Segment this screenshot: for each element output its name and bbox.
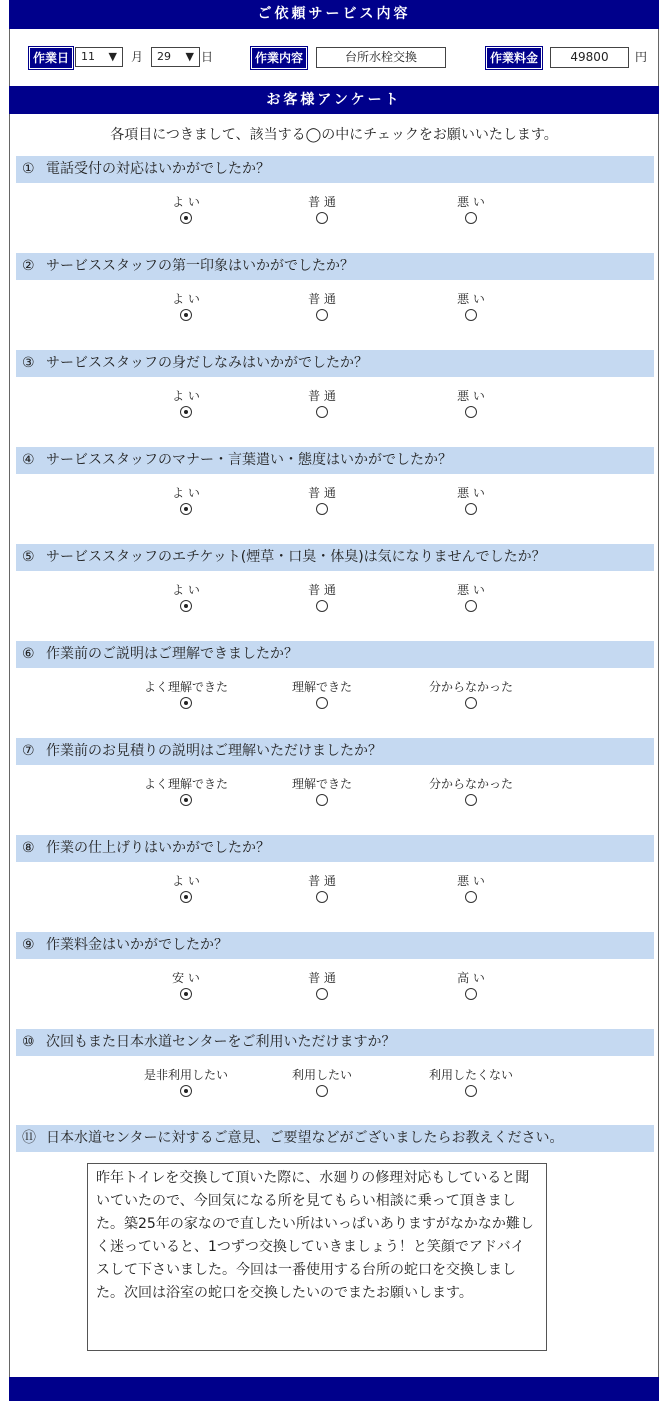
answer-option[interactable]: [252, 485, 392, 515]
radio-button[interactable]: [465, 1085, 477, 1097]
answer-option[interactable]: [401, 776, 541, 806]
question-number: ⑩: [22, 1034, 35, 1050]
answer-option[interactable]: [252, 679, 392, 709]
answer-options: [16, 183, 654, 243]
radio-button[interactable]: [316, 212, 328, 224]
answer-option[interactable]: [401, 388, 541, 418]
option-label: よ い: [172, 292, 200, 306]
question-header: [16, 1029, 654, 1056]
answer-options: [16, 668, 654, 728]
option-label: 是非利用したい: [143, 1068, 228, 1082]
survey-intro: 各項目につきまして、該当する◯の中にチェックをお願いいたします。: [110, 127, 558, 143]
answer-option[interactable]: [116, 873, 256, 903]
question-header: [16, 544, 654, 571]
answer-option[interactable]: [116, 388, 256, 418]
option-label: 悪 い: [457, 195, 485, 209]
radio-button[interactable]: [316, 1085, 328, 1097]
radio-button[interactable]: [316, 406, 328, 418]
question-text: 電話受付の対応はいかがでしたか？: [46, 161, 270, 177]
option-label: 普 通: [308, 971, 336, 985]
answer-option[interactable]: [116, 776, 256, 806]
question-text: 次回もまた日本水道センターをご利用いただけますか？: [46, 1034, 396, 1050]
question-text: サービススタッフの第一印象はいかがでしたか？: [46, 258, 354, 274]
day-unit: 日: [201, 50, 214, 64]
radio-button[interactable]: [465, 212, 477, 224]
radio-button[interactable]: [465, 503, 477, 515]
radio-button[interactable]: [180, 212, 192, 224]
question-text: 作業の仕上げりはいかがでしたか？: [46, 840, 270, 856]
option-label: 分からなかった: [428, 777, 513, 791]
question-10: [16, 1029, 654, 1116]
option-label: 悪 い: [457, 486, 485, 500]
footer-bar: [9, 1377, 659, 1401]
question-text: サービススタッフのエチケット(煙草・口臭・体臭)は気になりませんでしたか？: [46, 549, 546, 565]
option-label: 普 通: [308, 583, 336, 597]
option-label: よ い: [172, 389, 200, 403]
radio-button[interactable]: [180, 1085, 192, 1097]
answer-options: [16, 280, 654, 340]
question-header: [16, 253, 654, 280]
answer-option[interactable]: [116, 679, 256, 709]
answer-option[interactable]: [252, 194, 392, 224]
question-5: [16, 544, 654, 631]
chevron-down-icon: ▼: [108, 50, 117, 63]
answer-option[interactable]: [252, 873, 392, 903]
question-number: ⑨: [22, 937, 35, 953]
answer-option[interactable]: [401, 485, 541, 515]
question-text: 作業料金はいかがでしたか？: [46, 937, 228, 953]
answer-options: [16, 765, 654, 825]
question-header: [16, 641, 654, 668]
answer-option[interactable]: [252, 582, 392, 612]
question-number: ⑥: [22, 646, 35, 662]
question-text: 作業前のお見積りの説明はご理解いただけましたか？: [46, 743, 382, 759]
radio-button[interactable]: [316, 503, 328, 515]
question-number: ④: [22, 452, 35, 468]
question-text: 日本水道センターに対するご意見、ご要望などがございましたらお教えください。: [46, 1130, 564, 1146]
question-9: [16, 932, 654, 1019]
work-fee-field[interactable]: 49800: [550, 47, 629, 68]
radio-button[interactable]: [316, 309, 328, 321]
question-text: サービススタッフの身だしなみはいかがでしたか？: [46, 355, 368, 371]
option-label: 普 通: [308, 486, 336, 500]
radio-button[interactable]: [465, 988, 477, 1000]
answer-option[interactable]: [401, 291, 541, 321]
question-number: ⑦: [22, 743, 35, 759]
answer-option[interactable]: [116, 291, 256, 321]
radio-button[interactable]: [465, 406, 477, 418]
option-label: 高 い: [457, 971, 485, 985]
radio-button[interactable]: [316, 794, 328, 806]
question-number: ①: [22, 161, 35, 177]
option-label: 悪 い: [457, 292, 485, 306]
answer-option[interactable]: [116, 194, 256, 224]
service-section-title: ご依頼サービス内容: [9, 0, 659, 29]
radio-button[interactable]: [180, 697, 192, 709]
option-label: よ い: [172, 583, 200, 597]
radio-button[interactable]: [316, 988, 328, 1000]
work-content-field[interactable]: 台所水栓交換: [316, 47, 446, 68]
option-label: よ い: [172, 486, 200, 500]
option-label: 安 い: [172, 971, 200, 985]
answer-option[interactable]: [401, 679, 541, 709]
option-label: 悪 い: [457, 389, 485, 403]
answer-option[interactable]: [401, 873, 541, 903]
radio-button[interactable]: [180, 406, 192, 418]
option-label: 利用したい: [291, 1068, 352, 1082]
answer-option[interactable]: [252, 1067, 392, 1097]
answer-option[interactable]: [401, 194, 541, 224]
question-header: [16, 835, 654, 862]
comment-textarea[interactable]: 昨年トイレを交換して頂いた際に、水廻りの修理対応もしていると聞いていたので、今回気になる所を見てもらい相談に乗って頂きました。築25年の家なので直したい所はいっぱいありますがなかなか難しく迷っていると、1つずつ交換していきましょう！と笑顔でアドバイスして下さいました。今回は一番使用する台所の蛇口を交換しました。次回は浴室の蛇口を交換したいのでまたお願いします。: [87, 1163, 547, 1351]
answer-option[interactable]: [116, 970, 256, 1000]
question-4: [16, 447, 654, 534]
option-label: 普 通: [308, 389, 336, 403]
option-label: 普 通: [308, 874, 336, 888]
month-select[interactable]: [75, 47, 123, 67]
work-date-label: 作業日: [29, 47, 73, 69]
option-label: 普 通: [308, 292, 336, 306]
radio-button[interactable]: [180, 988, 192, 1000]
answer-options: [16, 474, 654, 534]
question-2: [16, 253, 654, 340]
question-11: [16, 1125, 654, 1152]
survey-section-title: お客様アンケート: [9, 86, 659, 114]
answer-option[interactable]: [252, 291, 392, 321]
answer-option[interactable]: [252, 388, 392, 418]
option-label: よ い: [172, 195, 200, 209]
question-7: [16, 738, 654, 825]
option-label: 悪 い: [457, 583, 485, 597]
option-label: 分からなかった: [428, 680, 513, 694]
answer-options: [16, 959, 654, 1019]
question-header: [16, 932, 654, 959]
question-1: [16, 156, 654, 243]
answer-option[interactable]: [116, 485, 256, 515]
radio-button[interactable]: [180, 794, 192, 806]
work-fee-label: 作業料金: [486, 47, 542, 69]
radio-button[interactable]: [316, 697, 328, 709]
radio-button[interactable]: [465, 697, 477, 709]
option-label: よ い: [172, 874, 200, 888]
question-number: ⑧: [22, 840, 35, 856]
month-unit: 月: [131, 50, 144, 64]
answer-option[interactable]: [116, 1067, 256, 1097]
answer-option[interactable]: [116, 582, 256, 612]
radio-button[interactable]: [316, 600, 328, 612]
radio-button[interactable]: [465, 891, 477, 903]
option-label: よく理解できた: [143, 680, 228, 694]
answer-option[interactable]: [252, 776, 392, 806]
radio-button[interactable]: [180, 503, 192, 515]
radio-button[interactable]: [180, 309, 192, 321]
question-6: [16, 641, 654, 728]
month-value: 11: [81, 50, 95, 63]
answer-options: [16, 862, 654, 922]
question-number: ⑤: [22, 549, 35, 565]
question-text: 作業前のご説明はご理解できましたか？: [46, 646, 298, 662]
option-label: 悪 い: [457, 874, 485, 888]
option-label: 理解できた: [291, 777, 352, 791]
question-number: ③: [22, 355, 35, 371]
question-8: [16, 835, 654, 922]
work-content-label: 作業内容: [251, 47, 307, 69]
order-info-row: [0, 44, 668, 70]
answer-options: [16, 1056, 654, 1116]
radio-button[interactable]: [465, 600, 477, 612]
answer-options: [16, 571, 654, 631]
option-label: 理解できた: [291, 680, 352, 694]
question-header: [16, 156, 654, 183]
answer-option[interactable]: [401, 970, 541, 1000]
chevron-down-icon: ▼: [185, 50, 194, 63]
day-value: 29: [157, 50, 171, 63]
fee-unit: 円: [635, 50, 648, 64]
answer-option[interactable]: [401, 582, 541, 612]
answer-option[interactable]: [252, 970, 392, 1000]
radio-button[interactable]: [180, 600, 192, 612]
question-11-header: [16, 1125, 654, 1152]
question-header: [16, 738, 654, 765]
answer-options: [16, 377, 654, 437]
question-text: サービススタッフのマナー・言葉遣い・態度はいかがでしたか？: [46, 452, 452, 468]
option-label: 利用したくない: [428, 1068, 513, 1082]
question-header: [16, 447, 654, 474]
question-number: ⑪: [22, 1130, 36, 1146]
radio-button[interactable]: [180, 891, 192, 903]
radio-button[interactable]: [465, 794, 477, 806]
question-3: [16, 350, 654, 437]
question-number: ②: [22, 258, 35, 274]
radio-button[interactable]: [465, 309, 477, 321]
option-label: 普 通: [308, 195, 336, 209]
question-header: [16, 350, 654, 377]
day-select[interactable]: [151, 47, 200, 67]
radio-button[interactable]: [316, 891, 328, 903]
option-label: よく理解できた: [143, 777, 228, 791]
answer-option[interactable]: [401, 1067, 541, 1097]
